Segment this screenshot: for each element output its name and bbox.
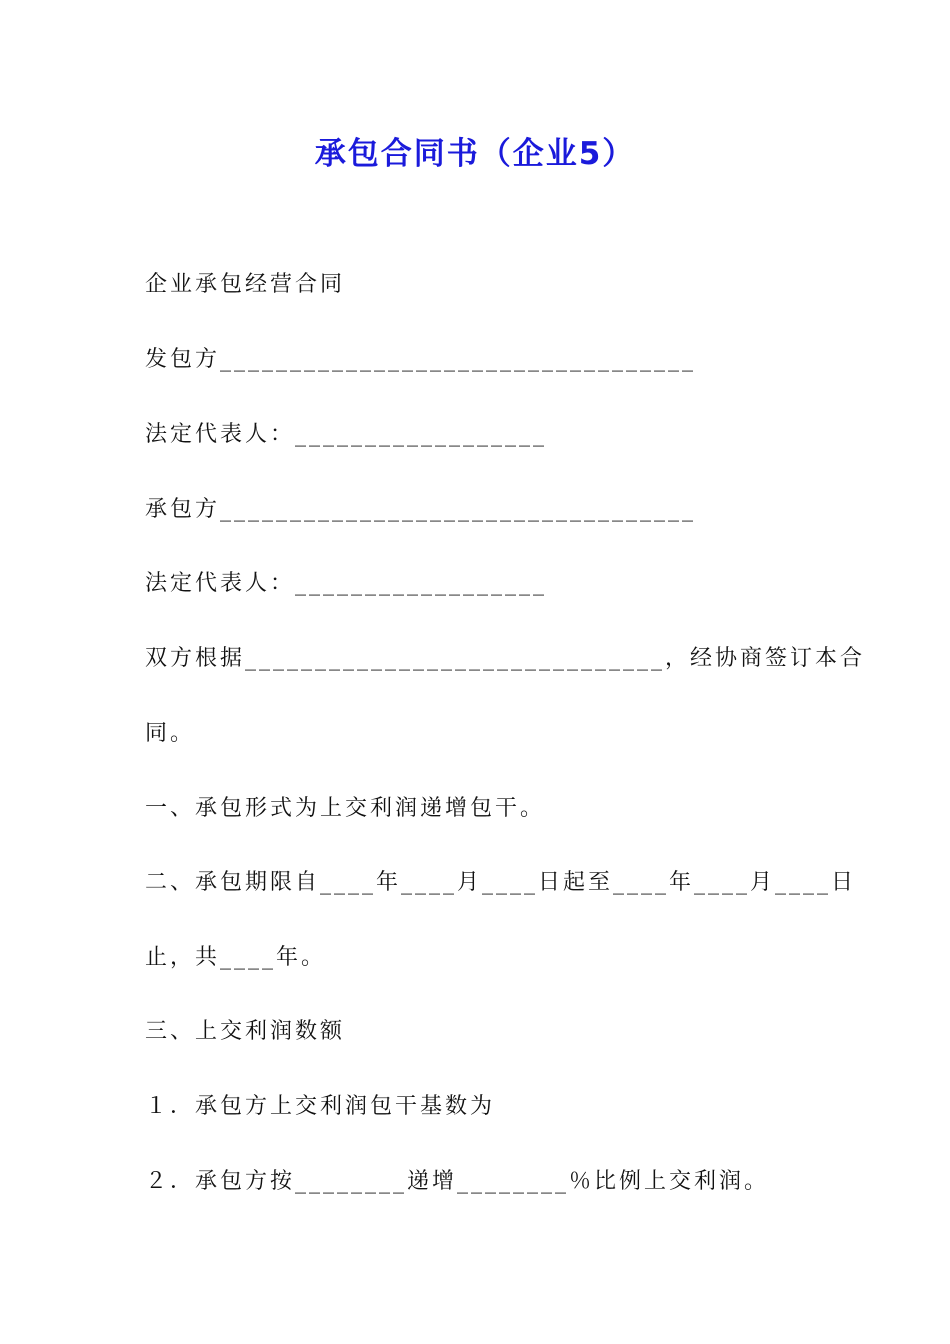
contractor-representative-line: 法定代表人：__________________ bbox=[145, 571, 548, 596]
clause-two: 二、承包期限自____年____月____日起至____年____月____日 bbox=[145, 870, 857, 895]
clause-three: 三、上交利润数额 bbox=[145, 1019, 346, 1044]
document-title: 承包合同书（企业5） bbox=[314, 136, 636, 172]
clause-two-continued: 止，共____年。 bbox=[145, 945, 327, 970]
employer-line: 发包方__________________________________ bbox=[145, 347, 697, 372]
employer-representative-line: 法定代表人：__________________ bbox=[145, 422, 548, 447]
contractor-line: 承包方__________________________________ bbox=[145, 497, 697, 522]
clause-one: 一、承包形式为上交利润递增包干。 bbox=[145, 796, 546, 821]
contract-heading: 企业承包经营合同 bbox=[145, 272, 346, 297]
clause-three-item-two: ２．承包方按________递增________％比例上交利润。 bbox=[145, 1169, 770, 1194]
basis-paragraph-continued: 同。 bbox=[145, 721, 196, 746]
clause-three-item-one: １．承包方上交利润包干基数为 bbox=[145, 1094, 496, 1119]
basis-paragraph: 双方根据______________________________，经协商签订本合 bbox=[145, 646, 866, 671]
